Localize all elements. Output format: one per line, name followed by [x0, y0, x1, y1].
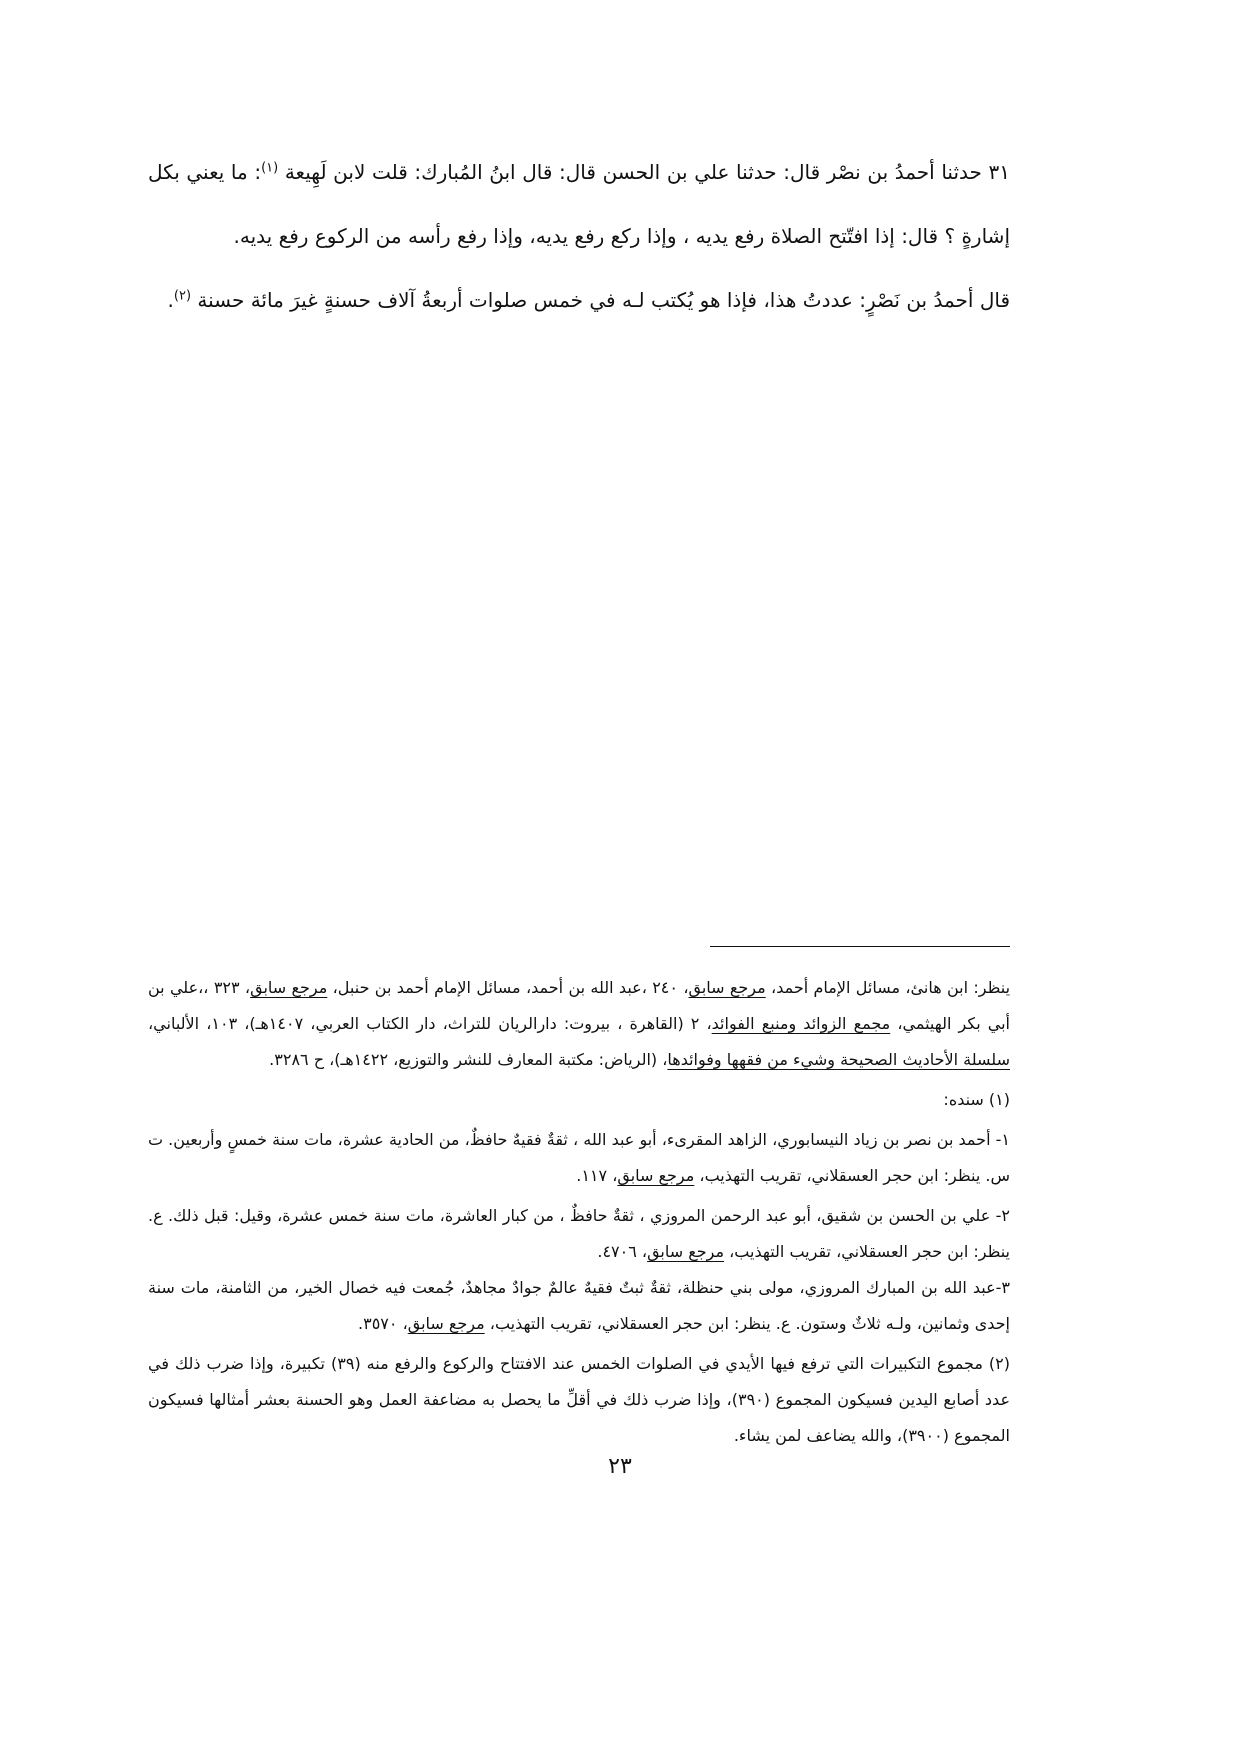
- ref-majma-zawaid: مجمع الزوائد ومنبع الفوائد: [711, 1014, 891, 1033]
- footnote-separator: [710, 946, 1010, 947]
- paragraph-ahmad-comment: [148, 268, 1010, 332]
- footnote-sources-text: ، ٢٤٠ ،عبد الله بن أحمد، مسائل الإمام أحمد بن حنبل،: [327, 978, 689, 997]
- footnote-1-narrator-2: [148, 1198, 1010, 1270]
- ref-marja-sabiq: مرجع سابق: [250, 978, 328, 997]
- paragraph-hadith-31-text-cont: : ما يعني بكل إشارةٍ ؟ قال: إذا افتّتح الصلاة رفع يديه ، وإذا ركع رفع يديه، وإذا رفع رأسه من الركوع رفع يديه.: [148, 160, 1010, 248]
- ref-silsila-sahiha: سلسلة الأحاديث الصحيحة وشيء من فقهها وفوائدها: [667, 1050, 1010, 1069]
- paragraph-hadith-31: [148, 140, 1010, 268]
- paragraph-ahmad-comment-end: .: [167, 288, 174, 312]
- ref-marja-sabiq: مرجع سابق: [688, 978, 766, 997]
- paragraph-ahmad-comment-text: قال أحمدُ بن نَصْرٍ: عددتُ هذا، فإذا هو يُكتب لـه في خمس صلوات أربعةُ آلاف حسنةٍ غيرَ مائة حسنة: [191, 288, 1010, 312]
- ref-marja-sabiq: مرجع سابق: [407, 1314, 485, 1333]
- paragraph-hadith-31-text: ٣١ حدثنا أحمدُ بن نصْر قال: حدثنا علي بن الحسن قال: قال ابنُ المُبارك: قلت لابن لَهِيعة: [278, 160, 1011, 184]
- footnote-sources-text: ، (الرياض: مكتبة المعارف للنشر والتوزيع، ١٤٢٢هـ)، ح ٣٢٨٦.: [269, 1050, 668, 1069]
- footnotes: [148, 970, 1010, 1458]
- narrator-2-ref-number: ، ٤٧٠٦.: [597, 1242, 648, 1261]
- page-number: ٢٣: [608, 1454, 632, 1479]
- footnote-2: (٢) مجموع التكبيرات التي ترفع فيها الأيدي في الصلوات الخمس عند الافتتاح والركوع والرفع منه (٣٩) تكبيرة، وإذا ضرب ذلك في عدد أصابع اليدين فسيكون المجموع (٣٩٠)، وإذا ضرب ذلك في أقلِّ ما يحصل به مضاعفة العمل وهو الحسنة بعشر أمثالها فسيكون المجموع (٣٩٠٠)، والله يضاعف لمن يشاء.: [148, 1354, 1011, 1445]
- narrator-3-ref-number: ، ٣٥٧٠.: [358, 1314, 408, 1333]
- ref-marja-sabiq: مرجع سابق: [617, 1166, 695, 1185]
- footnote-1-narrator-3: [148, 1270, 1010, 1342]
- footnote-sources: [148, 970, 1010, 1078]
- footnote-ref-2[interactable]: (٢): [173, 288, 192, 304]
- footnote-1-narrator-1: [148, 1122, 1010, 1194]
- footnote-sources-text: ، ٢ (القاهرة ، بيروت: دارالريان للتراث، دار الكتاب العربي، ١٤٠٧هـ)، ١٠٣، الألباني،: [148, 1014, 712, 1033]
- narrator-1-text: ١- أحمد بن نصر بن زياد النيسابوري، الزاهد المقرىء، أبو عبد الله ، ثقةٌ فقيهٌ حافظٌ، من الحادية عشرة، مات سنة خمسٍ وأربعين. ت س. ينظر: ابن حجر العسقلاني، تقريب التهذيب،: [148, 1130, 1010, 1185]
- footnote-1-title: (١) سنده:: [943, 1090, 1010, 1109]
- narrator-2-text: ٢- علي بن الحسن بن شقيق، أبو عبد الرحمن المروزي ، ثقةٌ حافظٌ ، من كبار العاشرة، مات سنة خمس عشرة، وقيل: قبل ذلك. ع. ينظر: ابن حجر العسقلاني، تقريب التهذيب،: [148, 1206, 1010, 1261]
- main-text: [148, 140, 1010, 332]
- ref-marja-sabiq: مرجع سابق: [647, 1242, 725, 1261]
- narrator-3-text: ٣-عبد الله بن المبارك المروزي، مولى بني حنظلة، ثقةٌ ثبتٌ فقيهٌ عالمٌ جوادٌ مجاهدٌ، جُمعت فيه خصال الخير، من الثامنة، مات سنة إحدى وثمانين، ولـه ثلاثٌ وستون. ع. ينظر: ابن حجر العسقلاني، تقريب التهذيب،: [148, 1278, 1010, 1333]
- footnote-ref-1[interactable]: (١): [261, 160, 279, 176]
- narrator-1-ref-number: ، ١١٧.: [576, 1166, 618, 1185]
- footnote-sources-text: ينظر: ابن هانئ، مسائل الإمام أحمد،: [765, 978, 1011, 997]
- footnote-sources-text: ، ٣٢٣ ،،علي بن أبي بكر الهيثمي،: [148, 978, 1010, 1033]
